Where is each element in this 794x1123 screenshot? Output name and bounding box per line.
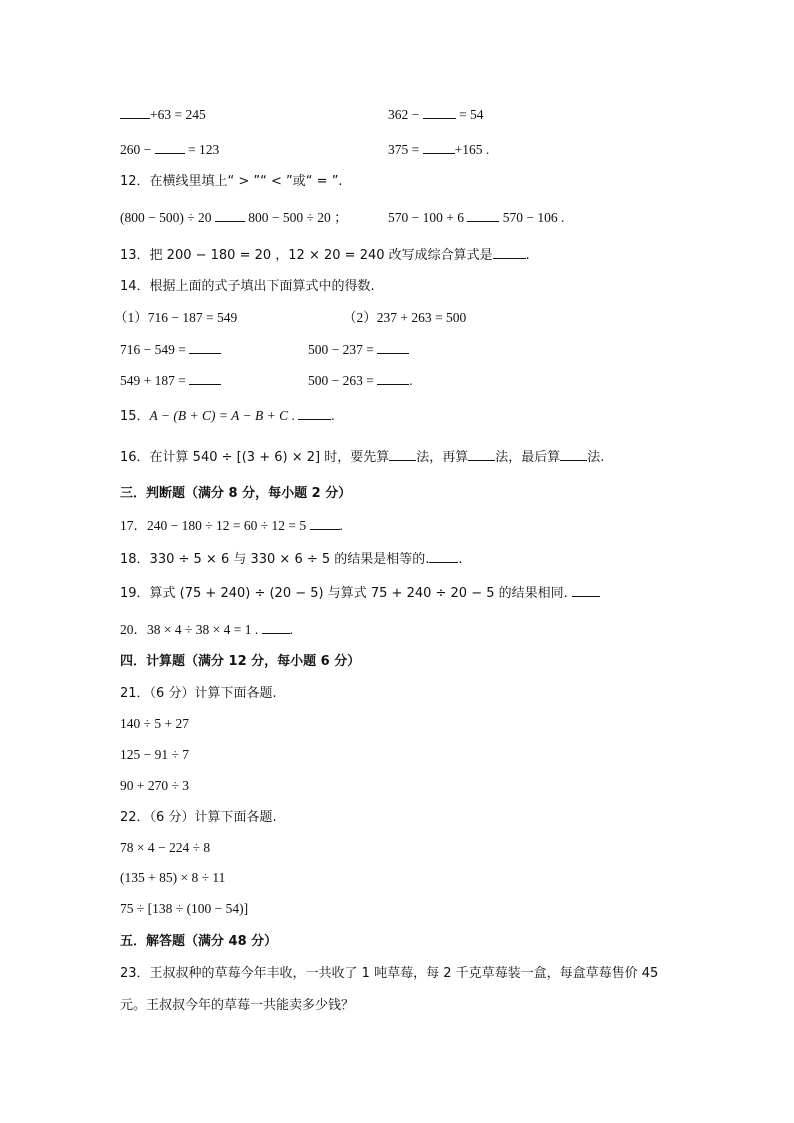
answer-blank[interactable] <box>298 408 331 420</box>
fill-row-2a: 260 − = 123 <box>120 142 220 157</box>
answer-blank[interactable] <box>377 342 409 354</box>
q14-part2: （2）237 + 263 = 500 <box>343 310 467 325</box>
q17: 17．240 − 180 ÷ 12 = 60 ÷ 12 = 5 . <box>120 518 343 533</box>
q16: 16．在计算 540 ÷ [(3 + 6) × 2] 时，要先算 法，再算 法，最后算 法. <box>120 450 605 465</box>
q22-item-3: 75 ÷ [138 ÷ (100 − 54)] <box>120 901 249 916</box>
fill-row-1b: 362 − = 54 <box>388 107 484 122</box>
answer-blank[interactable] <box>189 373 221 385</box>
q20: 20．38 × 4 ÷ 38 × 4 = 1 . . <box>120 622 293 637</box>
answer-blank[interactable] <box>493 247 526 259</box>
answer-blank[interactable] <box>189 342 221 354</box>
section-3-heading: 三．判断题（满分 8 分，每小题 2 分） <box>120 486 352 501</box>
section-5-heading: 五．解答题（满分 48 分） <box>120 934 278 949</box>
q12-right: 570 − 100 + 6 570 − 106 . <box>388 210 565 225</box>
q19: 19．算式 (75 + 240) ÷ (20 − 5) 与算式 75 + 240 ÷ 20 − 5 的结果相同. <box>120 585 600 602</box>
q15: 15．A − (B + C) = A − B + C . . <box>120 408 335 424</box>
q14-row2a: 549 + 187 = <box>120 373 221 389</box>
answer-blank[interactable] <box>120 107 150 119</box>
answer-blank[interactable] <box>389 449 416 461</box>
answer-blank[interactable] <box>310 518 340 530</box>
answer-blank[interactable] <box>467 210 499 222</box>
answer-blank[interactable] <box>423 107 456 119</box>
q23-line-1: 23．王叔叔种的草莓今年丰收，一共收了 1 吨草莓，每 2 千克草莓装一盒，每盒草莓售价 45 <box>120 966 659 981</box>
q21-item-3: 90 + 270 ÷ 3 <box>120 778 190 793</box>
q14-row1b: 500 − 237 = <box>308 342 409 358</box>
answer-blank[interactable] <box>262 622 290 634</box>
q14-row2b: 500 − 263 = . <box>308 373 413 388</box>
answer-blank[interactable] <box>377 373 409 385</box>
q12-left: (800 − 500) ÷ 20 800 − 500 ÷ 20 ； <box>120 210 348 225</box>
answer-blank[interactable] <box>429 551 458 563</box>
q22-item-2: (135 + 85) × 8 ÷ 11 <box>120 870 226 885</box>
answer-blank[interactable] <box>572 585 600 597</box>
q14-part1: （1）716 − 187 = 549 <box>114 310 238 325</box>
answer-blank[interactable] <box>215 210 245 222</box>
q12-title: 12．在横线里填上“ > ”“ < ”或“ = ”. <box>120 174 343 189</box>
q18: 18．330 ÷ 5 × 6 与 330 × 6 ÷ 5 的结果是相等的. . <box>120 552 463 567</box>
q14-title: 14．根据上面的式子填出下面算式中的得数. <box>120 279 375 294</box>
section-4-heading: 四．计算题（满分 12 分，每小题 6 分） <box>120 654 361 669</box>
fill-row-2b: 375 = +165 . <box>388 142 490 157</box>
answer-blank[interactable] <box>155 142 185 154</box>
q14-row1a: 716 − 549 = <box>120 342 221 358</box>
q22-title: 22．（6 分）计算下面各题. <box>120 810 277 825</box>
q21-item-2: 125 − 91 ÷ 7 <box>120 747 190 762</box>
q13: 13．把 200 − 180 = 20 ，12 × 20 = 240 改写成综合算式是 . <box>120 248 530 263</box>
q22-item-1: 78 × 4 − 224 ÷ 8 <box>120 840 211 855</box>
q23-line-2: 元。王叔叔今年的草莓一共能卖多少钱？ <box>120 998 355 1013</box>
q21-title: 21．（6 分）计算下面各题. <box>120 686 277 701</box>
answer-blank[interactable] <box>560 449 587 461</box>
fill-row-1a: +63 = 245 <box>120 107 206 123</box>
q21-item-1: 140 ÷ 5 + 27 <box>120 716 190 731</box>
answer-blank[interactable] <box>468 449 495 461</box>
answer-blank[interactable] <box>423 142 455 154</box>
